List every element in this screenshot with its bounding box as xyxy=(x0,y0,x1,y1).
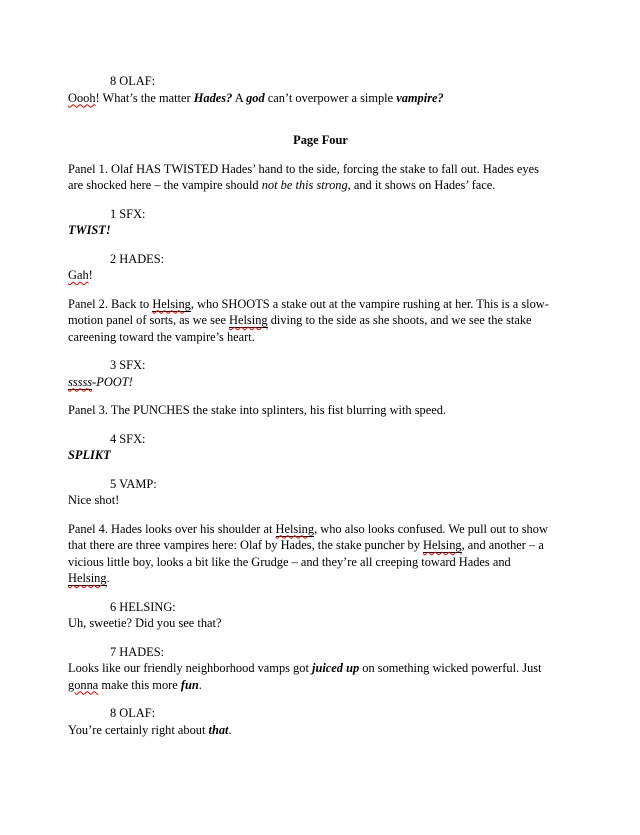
text-segment: Hades? xyxy=(193,90,233,105)
panel-description xyxy=(68,402,573,419)
text-segment: Panel 1. Olaf HAS TWISTED Hades’ hand to the side, forcing the stake to fall out. Hades eyes xyxy=(68,161,539,176)
text-segment: -POOT! xyxy=(92,374,133,389)
text-line xyxy=(68,296,573,313)
text-line xyxy=(68,492,573,509)
speech-block xyxy=(68,357,573,390)
misspelled-word[interactable]: Helsing xyxy=(423,538,462,552)
text-segment: god xyxy=(246,90,265,105)
text-segment: . xyxy=(106,571,110,585)
text-segment: ! What’s the matter xyxy=(95,90,194,105)
speaker-label: 5 VAMP: xyxy=(110,476,157,491)
text-segment: , and it shows on Hades’ face. xyxy=(347,178,496,192)
text-line xyxy=(68,177,573,194)
text-segment: Panel 2. Back to xyxy=(68,296,153,311)
text-line xyxy=(68,521,573,538)
text-segment: , and another – a xyxy=(461,538,544,552)
text-segment: careening toward the vampire’s heart. xyxy=(68,329,255,344)
misspelled-word[interactable]: Oooh xyxy=(68,90,96,105)
speech-block xyxy=(68,431,573,464)
speaker-label: 6 HELSING: xyxy=(110,599,176,614)
text-segment: , who SHOOTS a stake out at the vampire rushing at her. This is a slow- xyxy=(190,296,549,311)
text-segment: are shocked here – the vampire should xyxy=(68,178,262,192)
panel-description xyxy=(68,161,573,194)
misspelled-word[interactable]: Helsing xyxy=(229,313,268,327)
text-segment: diving to the side as she shoots, and we see the stake xyxy=(267,313,532,327)
text-line xyxy=(68,402,573,419)
misspelled-word[interactable]: Gah xyxy=(68,268,89,282)
text-line xyxy=(68,537,573,554)
text-segment: motion panel of sorts, as we see xyxy=(68,313,230,327)
text-segment: Panel 4. Hades looks over his shoulder at xyxy=(68,521,276,536)
text-line xyxy=(68,677,573,694)
text-line xyxy=(68,222,573,239)
text-segment: make this more xyxy=(98,677,181,692)
speaker-label: 8 OLAF: xyxy=(110,74,156,88)
speaker-label: 4 SFX: xyxy=(110,431,146,446)
text-segment: that xyxy=(208,722,229,737)
text-segment: ! xyxy=(88,268,93,282)
speech-block xyxy=(68,644,573,694)
text-segment: , who also looks confused. We pull out to show xyxy=(314,521,548,536)
misspelled-word[interactable]: gonna xyxy=(68,677,99,692)
text-line xyxy=(68,267,573,284)
text-line xyxy=(68,312,573,329)
text-segment: You’re certainly right about xyxy=(68,722,209,737)
text-segment: Panel 3. The PUNCHES the stake into splinters, his fist blurring with speed. xyxy=(68,403,446,417)
text-line xyxy=(68,615,573,632)
text-line xyxy=(68,660,573,677)
text-segment: A xyxy=(232,90,247,105)
text-segment: TWIST! xyxy=(68,223,111,237)
speech-block xyxy=(68,705,573,738)
speech-block xyxy=(68,476,573,509)
text-segment: can’t overpower a simple xyxy=(264,90,397,105)
panel-description xyxy=(68,296,573,346)
text-segment: that there are three vampires here: Olaf by Hades, the stake puncher by xyxy=(68,538,424,552)
text-line xyxy=(68,329,573,346)
speaker-label: 8 OLAF: xyxy=(110,706,156,720)
text-line xyxy=(68,374,573,391)
text-segment: fun xyxy=(180,677,199,692)
text-segment: juiced up xyxy=(312,661,360,675)
text-line xyxy=(68,554,573,571)
document-body xyxy=(68,73,573,738)
text-segment: SPLIKT xyxy=(68,448,111,462)
page-title: Page Four xyxy=(293,133,348,147)
text-segment: . xyxy=(198,677,202,692)
text-segment: Uh, sweetie? Did you see that? xyxy=(68,616,222,630)
speech-block xyxy=(68,599,573,632)
text-line xyxy=(68,90,573,107)
speech-block xyxy=(68,251,573,284)
speech-block xyxy=(68,73,573,106)
misspelled-word[interactable]: sssss xyxy=(68,374,93,389)
speech-block xyxy=(68,206,573,239)
text-segment: not be this strong xyxy=(261,178,348,192)
misspelled-word[interactable]: Helsing xyxy=(275,521,315,536)
misspelled-word[interactable]: Helsing xyxy=(68,571,107,585)
text-line xyxy=(68,161,573,178)
misspelled-word[interactable]: Helsing xyxy=(152,296,191,311)
text-segment: . xyxy=(228,722,232,737)
text-segment: Nice shot! xyxy=(68,493,120,507)
panel-description xyxy=(68,521,573,587)
speaker-label: 3 SFX: xyxy=(110,358,146,372)
text-segment: Looks like our friendly neighborhood vamps got xyxy=(68,661,312,675)
speaker-label: 7 HADES: xyxy=(110,644,165,659)
speaker-label: 1 SFX: xyxy=(110,206,146,221)
text-line xyxy=(68,722,573,739)
text-line xyxy=(68,447,573,464)
text-segment: on something wicked powerful. Just xyxy=(359,661,542,675)
text-segment: vampire? xyxy=(396,90,444,105)
text-segment: vicious little boy, looks a bit like the Grudge – and they’re all creeping toward Hades and xyxy=(68,554,511,569)
speaker-label: 2 HADES: xyxy=(110,251,165,266)
text-line xyxy=(68,570,573,587)
